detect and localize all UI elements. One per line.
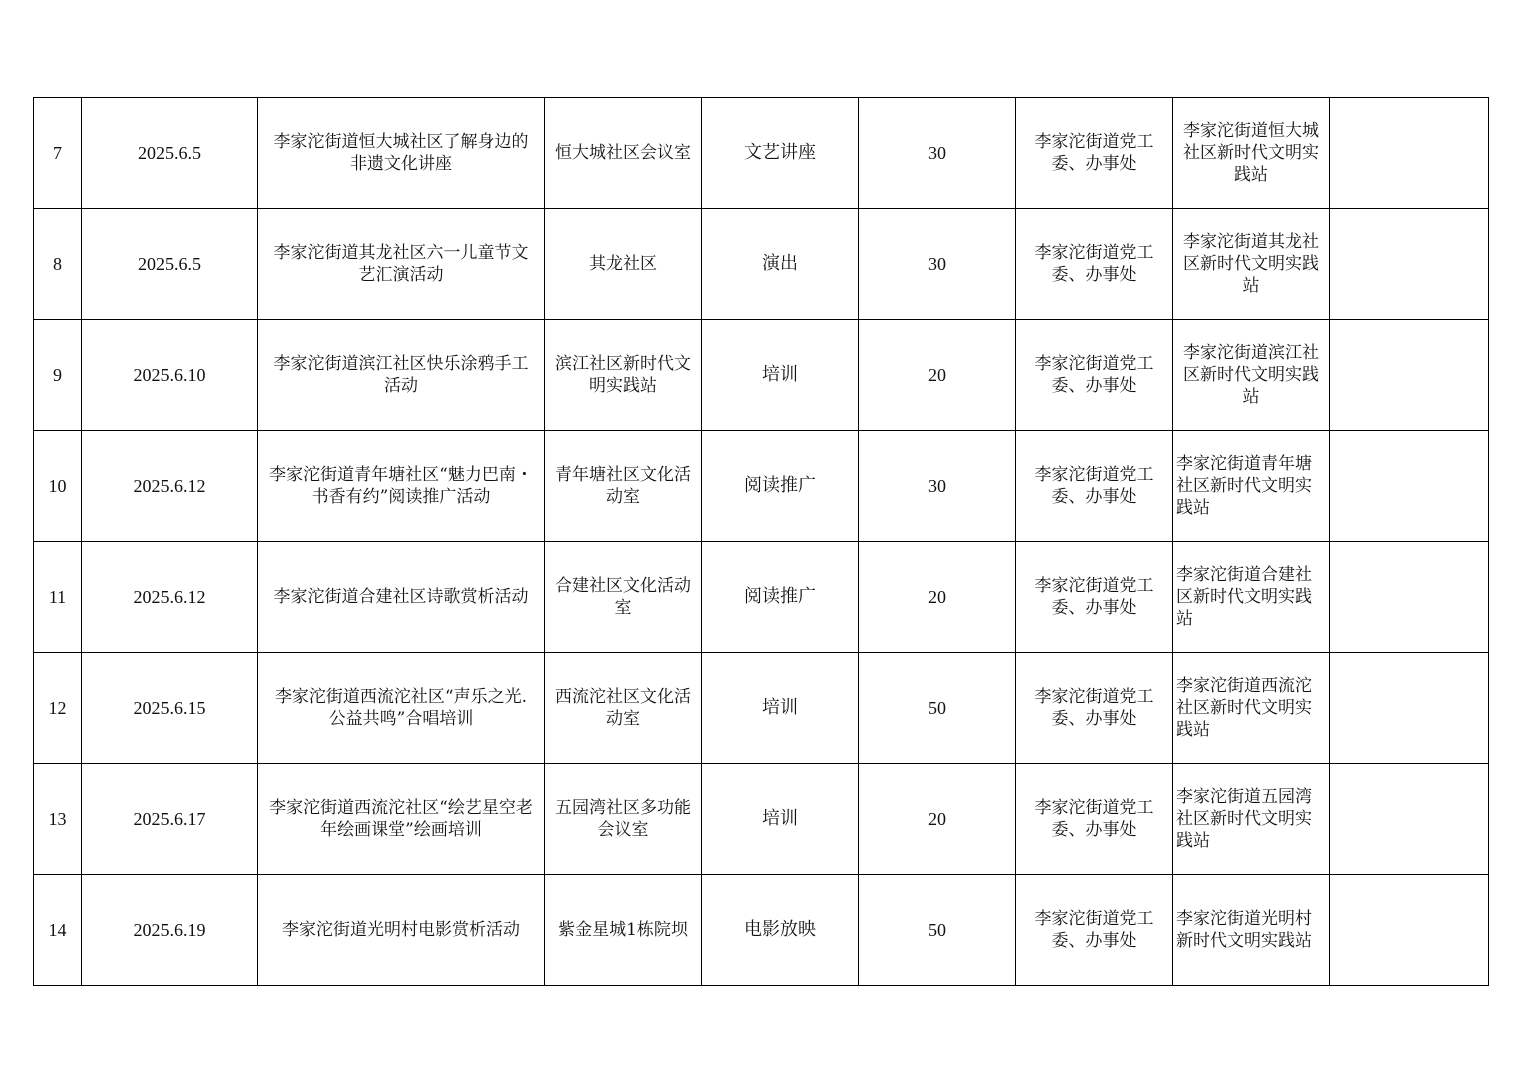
row-number: 12 — [34, 653, 82, 764]
table-row — [34, 98, 1489, 209]
activity-type: 阅读推广 — [702, 542, 859, 653]
activity-name: 李家沱街道其龙社区六一儿童节文艺汇演活动 — [258, 209, 545, 320]
activity-location: 紫金星城1栋院坝 — [545, 875, 702, 986]
row-number: 9 — [34, 320, 82, 431]
row-number: 10 — [34, 431, 82, 542]
row-number: 14 — [34, 875, 82, 986]
activity-type: 培训 — [702, 764, 859, 875]
participant-count: 20 — [859, 320, 1016, 431]
row-number: 11 — [34, 542, 82, 653]
activity-type: 演出 — [702, 209, 859, 320]
host-unit: 李家沱街道西流沱社区新时代文明实践站 — [1173, 653, 1330, 764]
activity-location: 滨江社区新时代文明实践站 — [545, 320, 702, 431]
activity-table — [33, 97, 1489, 986]
activity-name: 李家沱街道光明村电影赏析活动 — [258, 875, 545, 986]
remark-cell — [1330, 764, 1489, 875]
table-row — [34, 320, 1489, 431]
activity-location: 恒大城社区会议室 — [545, 98, 702, 209]
organizer: 李家沱街道党工委、办事处 — [1016, 875, 1173, 986]
activity-date: 2025.6.12 — [82, 542, 258, 653]
participant-count: 20 — [859, 542, 1016, 653]
table-row — [34, 875, 1489, 986]
participant-count: 30 — [859, 209, 1016, 320]
activity-location: 青年塘社区文化活动室 — [545, 431, 702, 542]
activity-name: 李家沱街道西流沱社区“绘艺星空老年绘画课堂”绘画培训 — [258, 764, 545, 875]
activity-name: 李家沱街道滨江社区快乐涂鸦手工活动 — [258, 320, 545, 431]
organizer: 李家沱街道党工委、办事处 — [1016, 98, 1173, 209]
activity-date: 2025.6.17 — [82, 764, 258, 875]
remark-cell — [1330, 875, 1489, 986]
remark-cell — [1330, 653, 1489, 764]
host-unit: 李家沱街道恒大城社区新时代文明实践站 — [1173, 98, 1330, 209]
activity-location: 合建社区文化活动室 — [545, 542, 702, 653]
organizer: 李家沱街道党工委、办事处 — [1016, 209, 1173, 320]
organizer: 李家沱街道党工委、办事处 — [1016, 431, 1173, 542]
activity-location: 西流沱社区文化活动室 — [545, 653, 702, 764]
participant-count: 20 — [859, 764, 1016, 875]
activity-type: 培训 — [702, 653, 859, 764]
activity-type: 文艺讲座 — [702, 98, 859, 209]
table-row — [34, 653, 1489, 764]
organizer: 李家沱街道党工委、办事处 — [1016, 320, 1173, 431]
activity-name: 李家沱街道青年塘社区“魅力巴南・书香有约”阅读推广活动 — [258, 431, 545, 542]
host-unit: 李家沱街道光明村新时代文明实践站 — [1173, 875, 1330, 986]
remark-cell — [1330, 320, 1489, 431]
activity-date: 2025.6.15 — [82, 653, 258, 764]
organizer: 李家沱街道党工委、办事处 — [1016, 542, 1173, 653]
activity-name: 李家沱街道西流沱社区“声乐之光.公益共鸣”合唱培训 — [258, 653, 545, 764]
organizer: 李家沱街道党工委、办事处 — [1016, 764, 1173, 875]
host-unit: 李家沱街道合建社区新时代文明实践站 — [1173, 542, 1330, 653]
activity-date: 2025.6.5 — [82, 98, 258, 209]
row-number: 7 — [34, 98, 82, 209]
activity-name: 李家沱街道合建社区诗歌赏析活动 — [258, 542, 545, 653]
activity-type: 培训 — [702, 320, 859, 431]
host-unit: 李家沱街道其龙社区新时代文明实践站 — [1173, 209, 1330, 320]
table-row — [34, 431, 1489, 542]
table-row — [34, 542, 1489, 653]
activity-name: 李家沱街道恒大城社区了解身边的非遗文化讲座 — [258, 98, 545, 209]
table-row — [34, 209, 1489, 320]
organizer: 李家沱街道党工委、办事处 — [1016, 653, 1173, 764]
host-unit: 李家沱街道青年塘社区新时代文明实践站 — [1173, 431, 1330, 542]
remark-cell — [1330, 98, 1489, 209]
participant-count: 50 — [859, 653, 1016, 764]
activity-date: 2025.6.19 — [82, 875, 258, 986]
host-unit: 李家沱街道滨江社区新时代文明实践站 — [1173, 320, 1330, 431]
participant-count: 50 — [859, 875, 1016, 986]
activity-type: 电影放映 — [702, 875, 859, 986]
activity-location: 其龙社区 — [545, 209, 702, 320]
participant-count: 30 — [859, 98, 1016, 209]
activity-location: 五园湾社区多功能会议室 — [545, 764, 702, 875]
row-number: 8 — [34, 209, 82, 320]
activity-date: 2025.6.10 — [82, 320, 258, 431]
host-unit: 李家沱街道五园湾社区新时代文明实践站 — [1173, 764, 1330, 875]
row-number: 13 — [34, 764, 82, 875]
table-row — [34, 764, 1489, 875]
activity-date: 2025.6.5 — [82, 209, 258, 320]
remark-cell — [1330, 209, 1489, 320]
participant-count: 30 — [859, 431, 1016, 542]
activity-type: 阅读推广 — [702, 431, 859, 542]
remark-cell — [1330, 431, 1489, 542]
activity-date: 2025.6.12 — [82, 431, 258, 542]
remark-cell — [1330, 542, 1489, 653]
